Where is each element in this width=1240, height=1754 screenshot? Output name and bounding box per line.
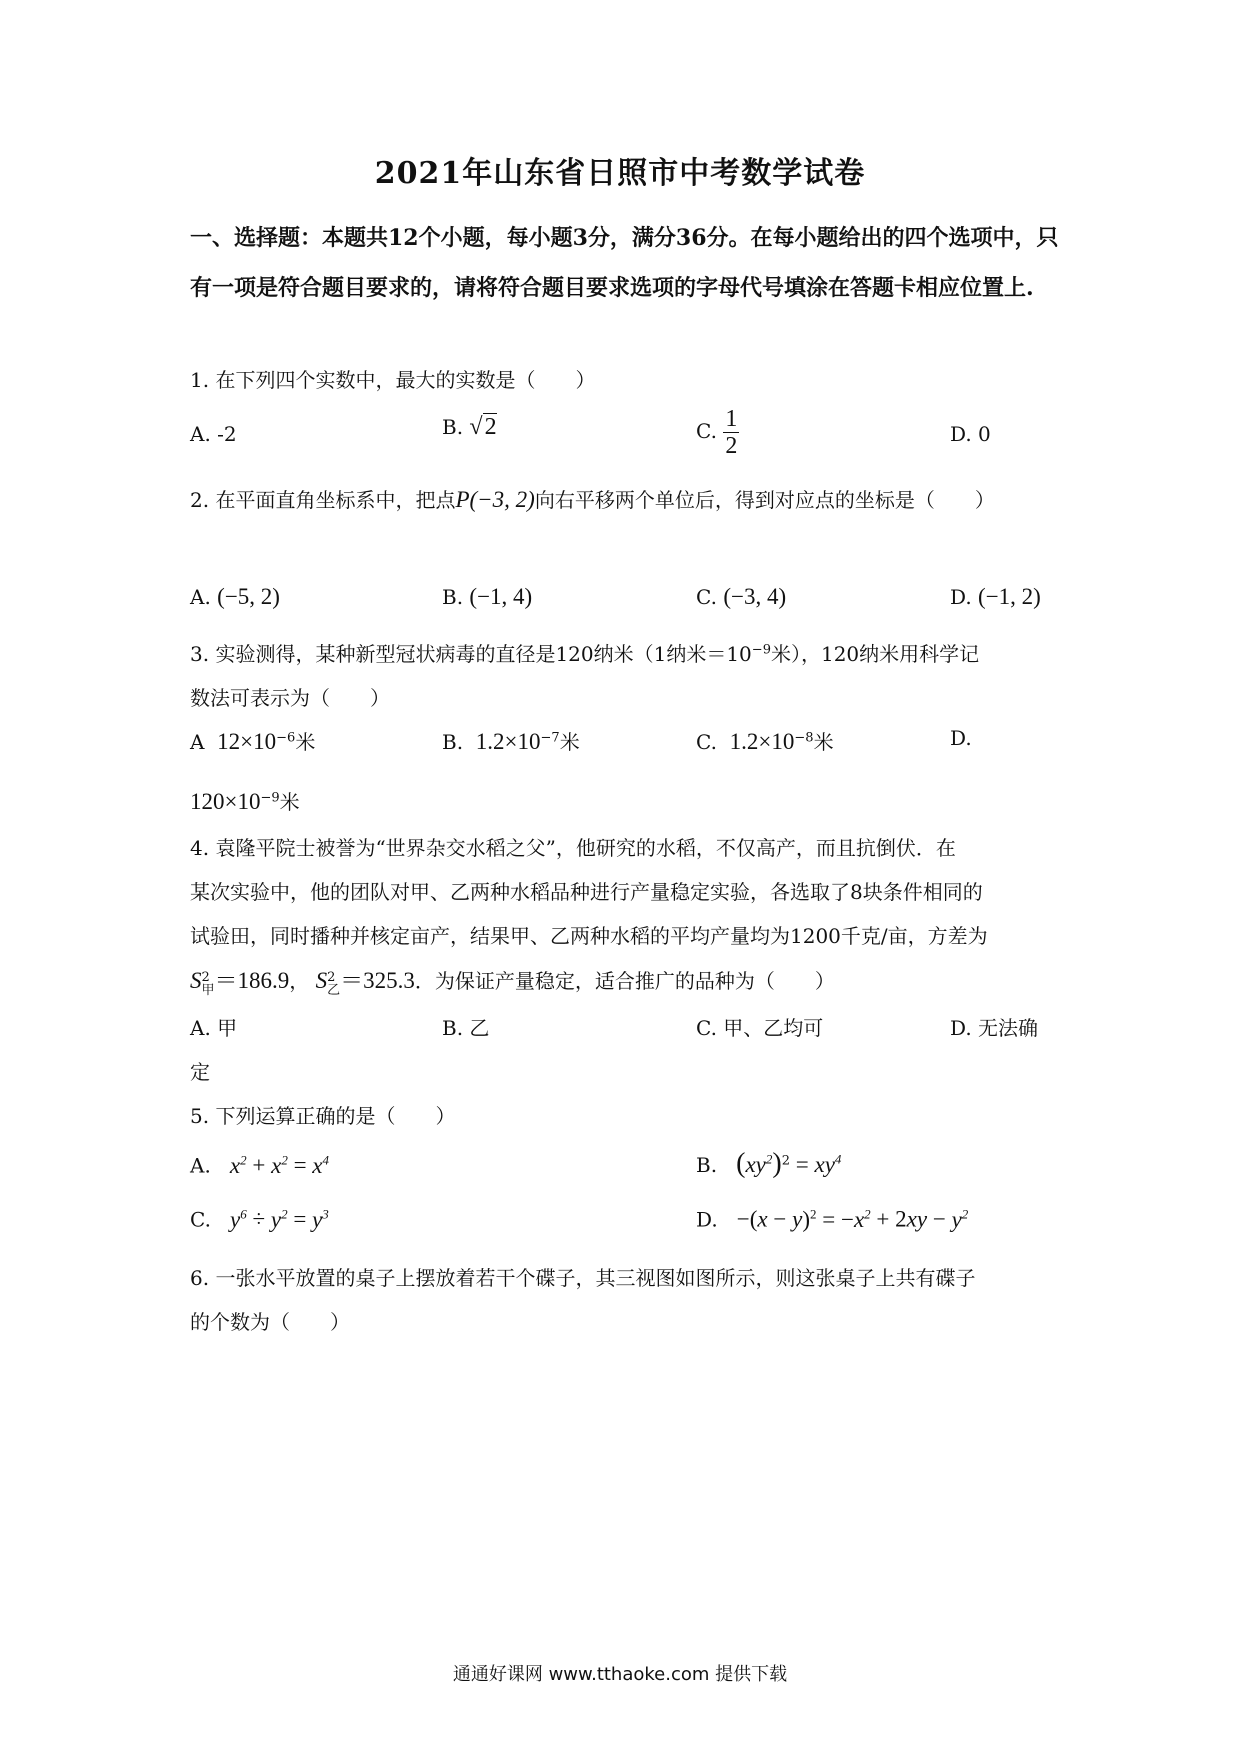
section-heading: 一、选择题：本题共12个小题，每小题3分，满分36分。在每小题给出的四个选项中，只有一项是符合题目要求的，请将符合题目要求选项的字母代号填涂在答题卡相应位置上. (190, 225, 1059, 301)
q5-stem: 5. 下列运算正确的是（ ） (190, 1104, 456, 1128)
q3-option-c-label: C. (696, 730, 717, 754)
q6-line2: 的个数为（ ） (190, 1310, 350, 1334)
q1-option-d: D. 0 (950, 422, 991, 446)
q4-line2: 某次实验中，他的团队对甲、乙两种水稻品种进行产量稳定实验，各选取了8块条件相同的 (190, 880, 983, 904)
q1-option-a: A. -2 (190, 422, 237, 446)
q2-option-a-label: A. (190, 585, 211, 609)
q5-option-a: A. $x^2 + x^2 = x^4$ (190, 1152, 330, 1178)
q4-option-a: A. 甲 (190, 1016, 238, 1040)
q3-option-b-unit: 米 (559, 730, 580, 754)
q2-stem (190, 484, 995, 513)
q2-option-c-value: (−3, 4) (723, 584, 787, 609)
q3-option-c-unit: 米 (813, 730, 834, 754)
q5-option-c-label: C. (190, 1207, 211, 1232)
q3-stem-line2: 数法可表示为（ ） (190, 686, 390, 710)
q1-option-c-fraction (723, 406, 739, 459)
q2-option-b-label: B. (442, 585, 464, 609)
q3-option-d-exp: −9 (260, 790, 280, 806)
q3-option-a-label: A (190, 730, 205, 754)
q3-option-d-label: D. (950, 726, 972, 750)
q2-option-a-value: (−5, 2) (217, 584, 280, 609)
q1-stem: 1. 在下列四个实数中，最大的实数是（ ） (190, 368, 596, 392)
q1-option-b (442, 414, 497, 441)
q4-line4: S 2 甲 ＝186.9， S 2 乙 ＝325.3．为保证产量稳定，适合推广的品种为（ ） (190, 968, 835, 998)
q3-stem-line1-pre: 3. 实验测得，某种新型冠状病毒的直径是120纳米（1纳米＝10 (190, 642, 752, 666)
variance-symbol-jia: S (190, 968, 202, 993)
q3-option-c-base: 1.2×10 (729, 729, 795, 754)
q4-option-d-continued: 定 (190, 1060, 210, 1084)
q5-option-a-label: A. (190, 1153, 211, 1178)
q5-option-b-label: B. (696, 1153, 718, 1177)
q1-option-c-label: C. (696, 419, 717, 443)
q4-option-d: D. 无法确 (950, 1016, 1039, 1040)
q2-stem-post: 向右平移两个单位后，得到对应点的坐标是（ ） (534, 488, 995, 512)
q3-option-b-label: B. (442, 730, 464, 754)
q3-stem-exponent: −9 (751, 642, 771, 658)
q3-option-d (190, 786, 300, 815)
q3-option-a-unit: 米 (295, 730, 316, 754)
q6-line1: 6. 一张水平放置的桌子上摆放着若干个碟子，其三视图如图所示，则这张桌子上共有碟子 (190, 1266, 976, 1290)
q2-option-c (696, 584, 786, 610)
variance-symbol-yi: S (315, 968, 328, 993)
q5-option-b: B. $(xy^2)^2 = xy^4$ (696, 1148, 842, 1179)
page-title: 2021年山东省日照市中考数学试卷 (374, 156, 866, 191)
q3-option-d-base: 120×10 (190, 789, 261, 814)
q4-option-b: B. 乙 (442, 1016, 490, 1040)
q3-stem-line1-post: 米），120纳米用科学记 (770, 642, 980, 666)
q4-option-c: C. 甲、乙均可 (696, 1016, 824, 1040)
q3-option-c (696, 726, 834, 755)
variance-sub-jia: 甲 (201, 983, 215, 998)
q4-line3: 试验田，同时播种并核定亩产，结果甲、乙两种水稻的平均产量均为1200千克/亩，方差为 (190, 924, 988, 948)
q3-option-a-exp: −6 (276, 730, 296, 746)
sqrt-icon: √2 (469, 414, 497, 440)
footer-credit: 通通好课网 www.tthaoke.com 提供下载 (452, 1664, 788, 1685)
q3-option-a (190, 726, 315, 755)
variance-value-jia: ＝186.9 (214, 968, 290, 993)
variance-sub-yi: 乙 (327, 983, 341, 998)
q4-line4-post: ．为保证产量稳定，适合推广的品种为（ ） (414, 969, 835, 993)
q1-option-c (696, 406, 739, 459)
q1-option-b-radicand: 2 (484, 414, 497, 440)
q2-option-d-value: (−1, 2) (978, 584, 1041, 609)
q2-stem-pre: 2. 在平面直角坐标系中，把点 (190, 488, 456, 512)
q2-option-b-value: (−1, 4) (469, 584, 533, 609)
variance-script-yi: 2 乙 (327, 970, 341, 998)
q3-stem-line1 (190, 638, 979, 667)
q3-option-b-base: 1.2×10 (475, 729, 541, 754)
q2-option-d-label: D. (950, 585, 972, 609)
q3-option-b (442, 726, 580, 755)
q2-option-a (190, 584, 280, 610)
q5-option-c: C. $y^6 \div y^2 = y^3$ (190, 1206, 329, 1232)
q3-option-c-exp: −8 (794, 730, 814, 746)
fraction-numerator: 1 (725, 406, 738, 432)
q3-option-a-base: 12×10 (217, 729, 277, 754)
q3-option-d-unit: 米 (279, 790, 300, 814)
q2-point: P(−3, 2) (455, 487, 535, 512)
q5-option-d-label: D. (696, 1207, 718, 1232)
q1-option-b-label: B. (442, 415, 464, 439)
q2-option-c-label: C. (696, 585, 717, 609)
q2-option-b (442, 584, 532, 610)
variance-value-yi: ＝325.3 (340, 968, 415, 993)
fraction-denominator: 2 (725, 433, 738, 459)
q2-option-d (950, 584, 1041, 610)
q5-option-d: D. $-(x - y)^2 = -x^2 + 2xy - y^2$ (696, 1206, 969, 1232)
variance-script-jia: 2 甲 (201, 970, 215, 998)
q4-line1: 4. 袁隆平院士被誉为“世界杂交水稻之父”，他研究的水稻，不仅高产，而且抗倒伏．在 (190, 836, 956, 860)
q3-option-b-exp: −7 (540, 730, 560, 746)
